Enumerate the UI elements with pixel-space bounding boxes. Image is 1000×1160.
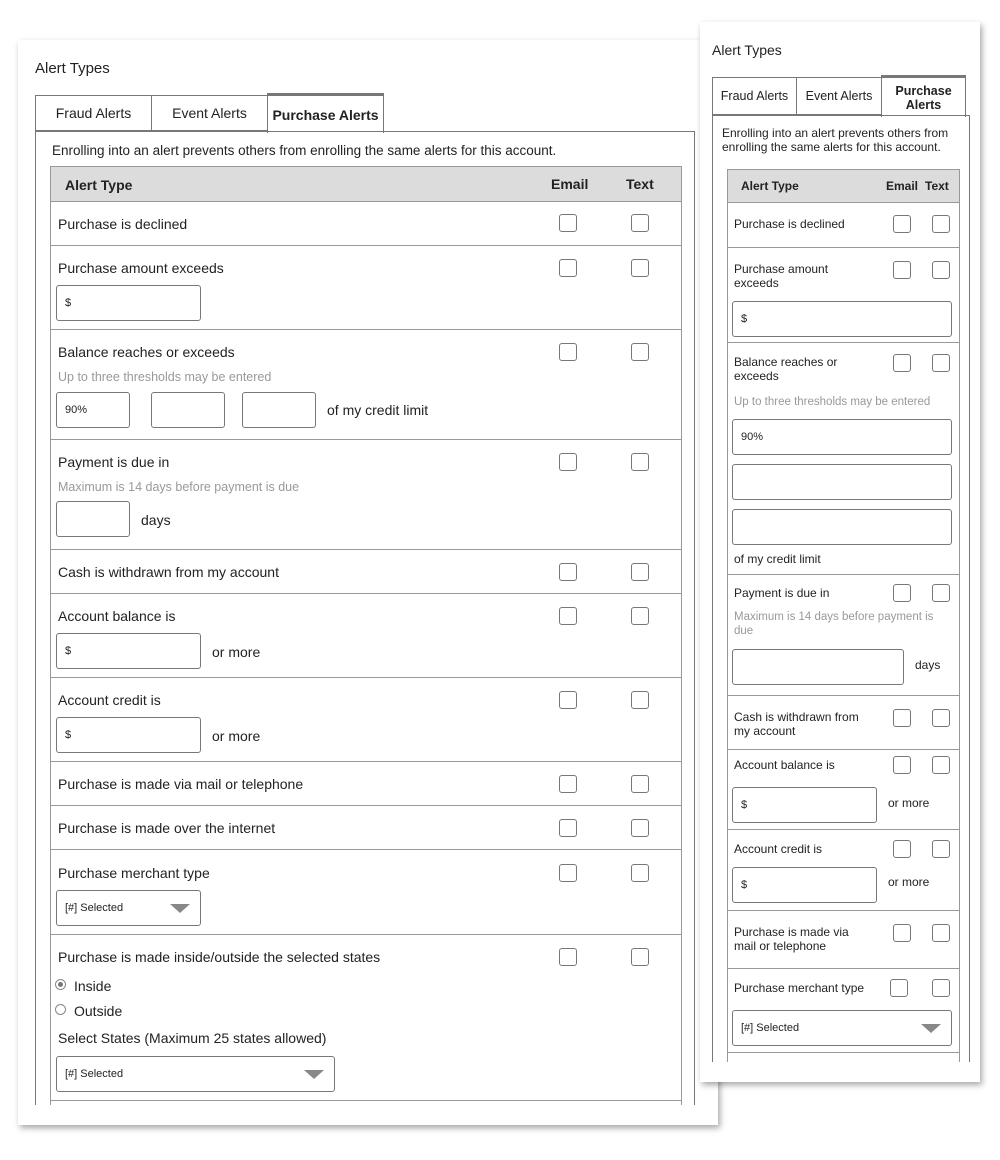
text-checkbox[interactable] — [932, 354, 950, 372]
row-divider — [728, 910, 959, 911]
email-checkbox[interactable] — [893, 261, 911, 279]
account-credit-input[interactable]: $ — [56, 717, 201, 753]
row-label-cash-withdrawn: Cash is withdrawn from my account — [58, 564, 279, 580]
email-checkbox[interactable] — [559, 453, 577, 471]
row-divider — [51, 1100, 681, 1101]
mobile-row-label-account-credit: Account credit is — [734, 842, 823, 856]
row-label-balance-reaches: Balance reaches or exceeds — [58, 344, 235, 360]
text-checkbox[interactable] — [631, 259, 649, 277]
radio-outside[interactable] — [55, 1004, 66, 1015]
row-divider — [51, 549, 681, 550]
states-value: [#] Selected — [65, 1068, 124, 1080]
text-checkbox[interactable] — [932, 840, 950, 858]
mobile-payment-hint: Maximum is 14 days before payment is due — [734, 611, 934, 637]
row-label-declined: Purchase is declined — [58, 216, 188, 232]
torn-edge-top — [700, 22, 980, 34]
text-checkbox[interactable] — [932, 756, 950, 774]
email-checkbox[interactable] — [559, 563, 577, 581]
mobile-merchant-type-value: [#] Selected — [741, 1022, 800, 1034]
text-checkbox[interactable] — [932, 924, 950, 942]
text-checkbox[interactable] — [932, 979, 950, 997]
mobile-section-title: Alert Types — [712, 42, 782, 58]
mobile-merchant-type-select[interactable] — [732, 1010, 952, 1046]
mobile-sheet — [700, 22, 980, 1082]
radio-inside[interactable] — [55, 979, 66, 990]
text-checkbox[interactable] — [932, 709, 950, 727]
row-label-account-balance: Account balance is — [58, 608, 176, 624]
text-checkbox[interactable] — [631, 453, 649, 471]
mobile-or-more-label: or more — [888, 875, 930, 889]
email-checkbox[interactable] — [559, 819, 577, 837]
threshold-input-3[interactable] — [242, 392, 316, 428]
row-divider — [51, 934, 681, 935]
email-checkbox[interactable] — [893, 215, 911, 233]
row-divider — [51, 329, 681, 330]
email-checkbox[interactable] — [893, 924, 911, 942]
mobile-credit-limit-suffix: of my credit limit — [734, 552, 821, 566]
select-states-label: Select States (Maximum 25 states allowed) — [58, 1030, 327, 1046]
email-checkbox[interactable] — [559, 948, 577, 966]
tab-event-alerts[interactable]: Event Alerts — [151, 95, 268, 131]
mobile-tab-fraud-alerts[interactable]: Fraud Alerts — [712, 77, 797, 115]
email-checkbox[interactable] — [559, 343, 577, 361]
mobile-account-credit-input[interactable]: $ — [732, 867, 877, 903]
or-more-label: or more — [212, 644, 261, 660]
row-divider — [728, 829, 959, 830]
desktop-sheet — [18, 40, 718, 1125]
email-checkbox[interactable] — [893, 840, 911, 858]
row-label-amount-exceeds: Purchase amount exceeds — [58, 260, 224, 276]
email-checkbox[interactable] — [559, 259, 577, 277]
mobile-amount-exceeds-input[interactable]: $ — [732, 301, 952, 337]
text-checkbox[interactable] — [932, 584, 950, 602]
email-checkbox[interactable] — [559, 607, 577, 625]
mobile-threshold-input-1[interactable]: 90% — [732, 419, 952, 455]
row-label-merchant-type: Purchase merchant type — [58, 865, 210, 881]
mobile-row-label-mail-phone: Purchase is made via mail or telephone — [734, 925, 849, 953]
row-divider — [728, 1052, 959, 1053]
radio-outside-label: Outside — [74, 1003, 123, 1019]
text-checkbox[interactable] — [631, 691, 649, 709]
states-select[interactable] — [56, 1056, 335, 1092]
row-divider — [728, 574, 959, 575]
payment-hint: Maximum is 14 days before payment is due — [58, 480, 300, 494]
mobile-row-label-merchant-type: Purchase merchant type — [734, 981, 865, 995]
row-divider — [51, 593, 681, 594]
mobile-intro-text: Enrolling into an alert prevents others from enrolling the same alerts for this account. — [722, 126, 949, 154]
radio-inside-label: Inside — [74, 978, 112, 994]
row-divider — [51, 761, 681, 762]
mobile-threshold-input-3[interactable] — [732, 509, 952, 545]
row-divider — [51, 439, 681, 440]
header-alert-type: Alert Type — [65, 177, 133, 193]
header-email: Email — [551, 176, 589, 192]
email-checkbox[interactable] — [559, 864, 577, 882]
torn-edge-bottom — [700, 1062, 980, 1082]
row-label-payment-due: Payment is due in — [58, 454, 170, 470]
mobile-header-alert-type: Alert Type — [741, 179, 799, 193]
header-text: Text — [626, 176, 654, 192]
torn-edge-bottom — [18, 1105, 718, 1125]
tab-purchase-alerts[interactable]: Purchase Alerts — [267, 93, 384, 133]
threshold-input-2[interactable] — [151, 392, 225, 428]
mobile-row-label-cash-withdrawn: Cash is withdrawn from my account — [734, 710, 859, 738]
chevron-down-icon — [304, 1070, 324, 1079]
email-checkbox[interactable] — [559, 691, 577, 709]
threshold-input-1[interactable]: 90% — [56, 392, 130, 428]
credit-limit-suffix: of my credit limit — [327, 402, 429, 418]
row-divider — [51, 849, 681, 850]
mobile-row-label-balance-reaches: Balance reaches or exceeds — [734, 355, 838, 383]
text-checkbox[interactable] — [631, 343, 649, 361]
text-checkbox[interactable] — [932, 215, 950, 233]
row-label-account-credit: Account credit is — [58, 692, 161, 708]
mobile-row-label-account-balance: Account balance is — [734, 758, 835, 772]
text-checkbox[interactable] — [631, 819, 649, 837]
row-divider — [728, 695, 959, 696]
text-checkbox[interactable] — [631, 864, 649, 882]
mobile-days-label: days — [915, 658, 941, 672]
email-checkbox[interactable] — [893, 756, 911, 774]
mobile-threshold-input-2[interactable] — [732, 464, 952, 500]
email-checkbox[interactable] — [893, 584, 911, 602]
merchant-type-value: [#] Selected — [65, 902, 124, 914]
mobile-account-balance-input[interactable]: $ — [732, 787, 877, 823]
email-checkbox[interactable] — [893, 354, 911, 372]
email-checkbox[interactable] — [890, 979, 908, 997]
text-checkbox[interactable] — [631, 563, 649, 581]
row-label-mail-phone: Purchase is made via mail or telephone — [58, 776, 304, 792]
chevron-down-icon — [921, 1024, 941, 1033]
text-checkbox[interactable] — [631, 948, 649, 966]
email-checkbox[interactable] — [893, 709, 911, 727]
email-checkbox[interactable] — [559, 775, 577, 793]
mobile-payment-days-input[interactable] — [732, 649, 904, 685]
mobile-header-text: Text — [925, 179, 949, 193]
row-divider — [728, 342, 959, 343]
mobile-tab-purchase-alerts[interactable]: Purchase Alerts — [881, 75, 966, 117]
mobile-tab-event-alerts[interactable]: Event Alerts — [796, 77, 882, 115]
mobile-header-email: Email — [886, 179, 919, 193]
row-divider — [728, 749, 959, 750]
mobile-row-label-amount-exceeds: Purchase amount exceeds — [734, 262, 829, 290]
tab-fraud-alerts[interactable]: Fraud Alerts — [35, 95, 152, 131]
row-divider — [51, 805, 681, 806]
row-divider — [51, 677, 681, 678]
text-checkbox[interactable] — [932, 261, 950, 279]
email-checkbox[interactable] — [559, 214, 577, 232]
row-divider — [728, 968, 959, 969]
mobile-balance-hint: Up to three thresholds may be entered — [734, 396, 931, 408]
mobile-or-more-label: or more — [888, 796, 930, 810]
chevron-down-icon — [170, 904, 190, 913]
row-label-internet: Purchase is made over the internet — [58, 820, 276, 836]
merchant-type-select[interactable] — [56, 890, 201, 926]
or-more-label: or more — [212, 728, 261, 744]
days-label: days — [141, 512, 171, 528]
row-label-inside-outside: Purchase is made inside/outside the selected states — [58, 949, 381, 965]
torn-edge-top — [18, 40, 718, 52]
account-balance-input[interactable]: $ — [56, 633, 201, 669]
mobile-row-label-payment-due: Payment is due in — [734, 586, 830, 600]
row-divider — [728, 247, 959, 248]
text-checkbox[interactable] — [631, 214, 649, 232]
mobile-row-label-declined: Purchase is declined — [734, 217, 845, 231]
text-checkbox[interactable] — [631, 775, 649, 793]
text-checkbox[interactable] — [631, 607, 649, 625]
balance-hint: Up to three thresholds may be entered — [58, 370, 272, 384]
section-title: Alert Types — [35, 60, 110, 77]
payment-days-input[interactable] — [56, 501, 130, 537]
row-divider — [51, 245, 681, 246]
amount-exceeds-input[interactable]: $ — [56, 285, 201, 321]
intro-text: Enrolling into an alert prevents others from enrolling the same alerts for this account. — [52, 143, 557, 158]
